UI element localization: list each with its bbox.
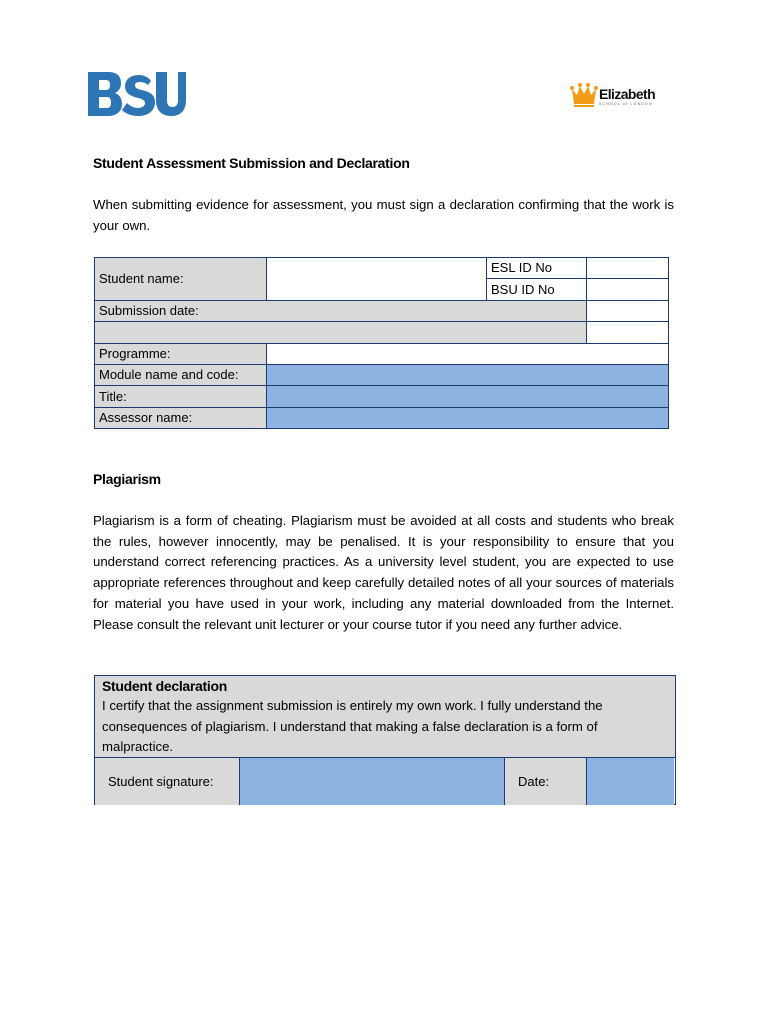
student-name-label: Student name:	[95, 258, 267, 301]
crown-icon	[570, 80, 598, 108]
esl-id-field[interactable]	[587, 258, 669, 279]
elizabeth-logo-subtitle: SCHOOL of LONDON	[599, 102, 653, 106]
date-field[interactable]	[587, 758, 674, 805]
bsu-logo	[88, 72, 186, 116]
title-field[interactable]	[267, 386, 669, 407]
elizabeth-logo-name: Elizabeth	[599, 86, 656, 102]
declaration-text: I certify that the assignment submission is entirely my own work. I fully understand the consequences of plagiarism. I understand that making a false declaration is a form of malpractice.	[102, 698, 603, 754]
esl-id-label: ESL ID No	[487, 258, 587, 279]
blank-field-cell[interactable]	[587, 322, 669, 343]
intro-paragraph: When submitting evidence for assessment, you must sign a declaration confirming that the work is your own.	[93, 197, 674, 233]
blank-label-cell	[95, 322, 587, 343]
student-name-field[interactable]	[267, 258, 487, 301]
bsu-id-field[interactable]	[587, 279, 669, 300]
programme-field[interactable]	[267, 343, 669, 364]
date-label: Date:	[505, 758, 587, 805]
bsu-id-label: BSU ID No	[487, 279, 587, 300]
student-details-table	[94, 257, 669, 429]
declaration-heading: Student declaration	[102, 678, 227, 694]
plagiarism-paragraph: Plagiarism is a form of cheating. Plagiarism must be avoided at all costs and students who break the rules, however innocently, may be penalised. It is your responsibility to ensure that you understand correct referencing practices. As a university level student, you are expected to use appropriate references throughout and keep carefully detailed notes of all your sources of materials for material you have used in your work, including any material downloaded from the Internet. Please consult the relevant unit lecturer or your course tutor if you need any further advice.	[93, 513, 674, 632]
student-declaration-box	[94, 675, 676, 805]
title-label: Title:	[95, 386, 267, 407]
page-title: Student Assessment Submission and Declaration	[93, 155, 410, 171]
elizabeth-school-logo	[570, 80, 656, 110]
signature-field[interactable]	[240, 758, 505, 805]
plagiarism-heading: Plagiarism	[93, 471, 161, 487]
submission-date-label: Submission date:	[95, 300, 587, 321]
signature-label: Student signature:	[95, 758, 240, 805]
assessor-field[interactable]	[267, 407, 669, 428]
declaration-statement	[95, 676, 675, 758]
submission-date-field[interactable]	[587, 300, 669, 321]
programme-label: Programme:	[95, 343, 267, 364]
assessor-label: Assessor name:	[95, 407, 267, 428]
module-label: Module name and code:	[95, 364, 267, 385]
module-field[interactable]	[267, 364, 669, 385]
